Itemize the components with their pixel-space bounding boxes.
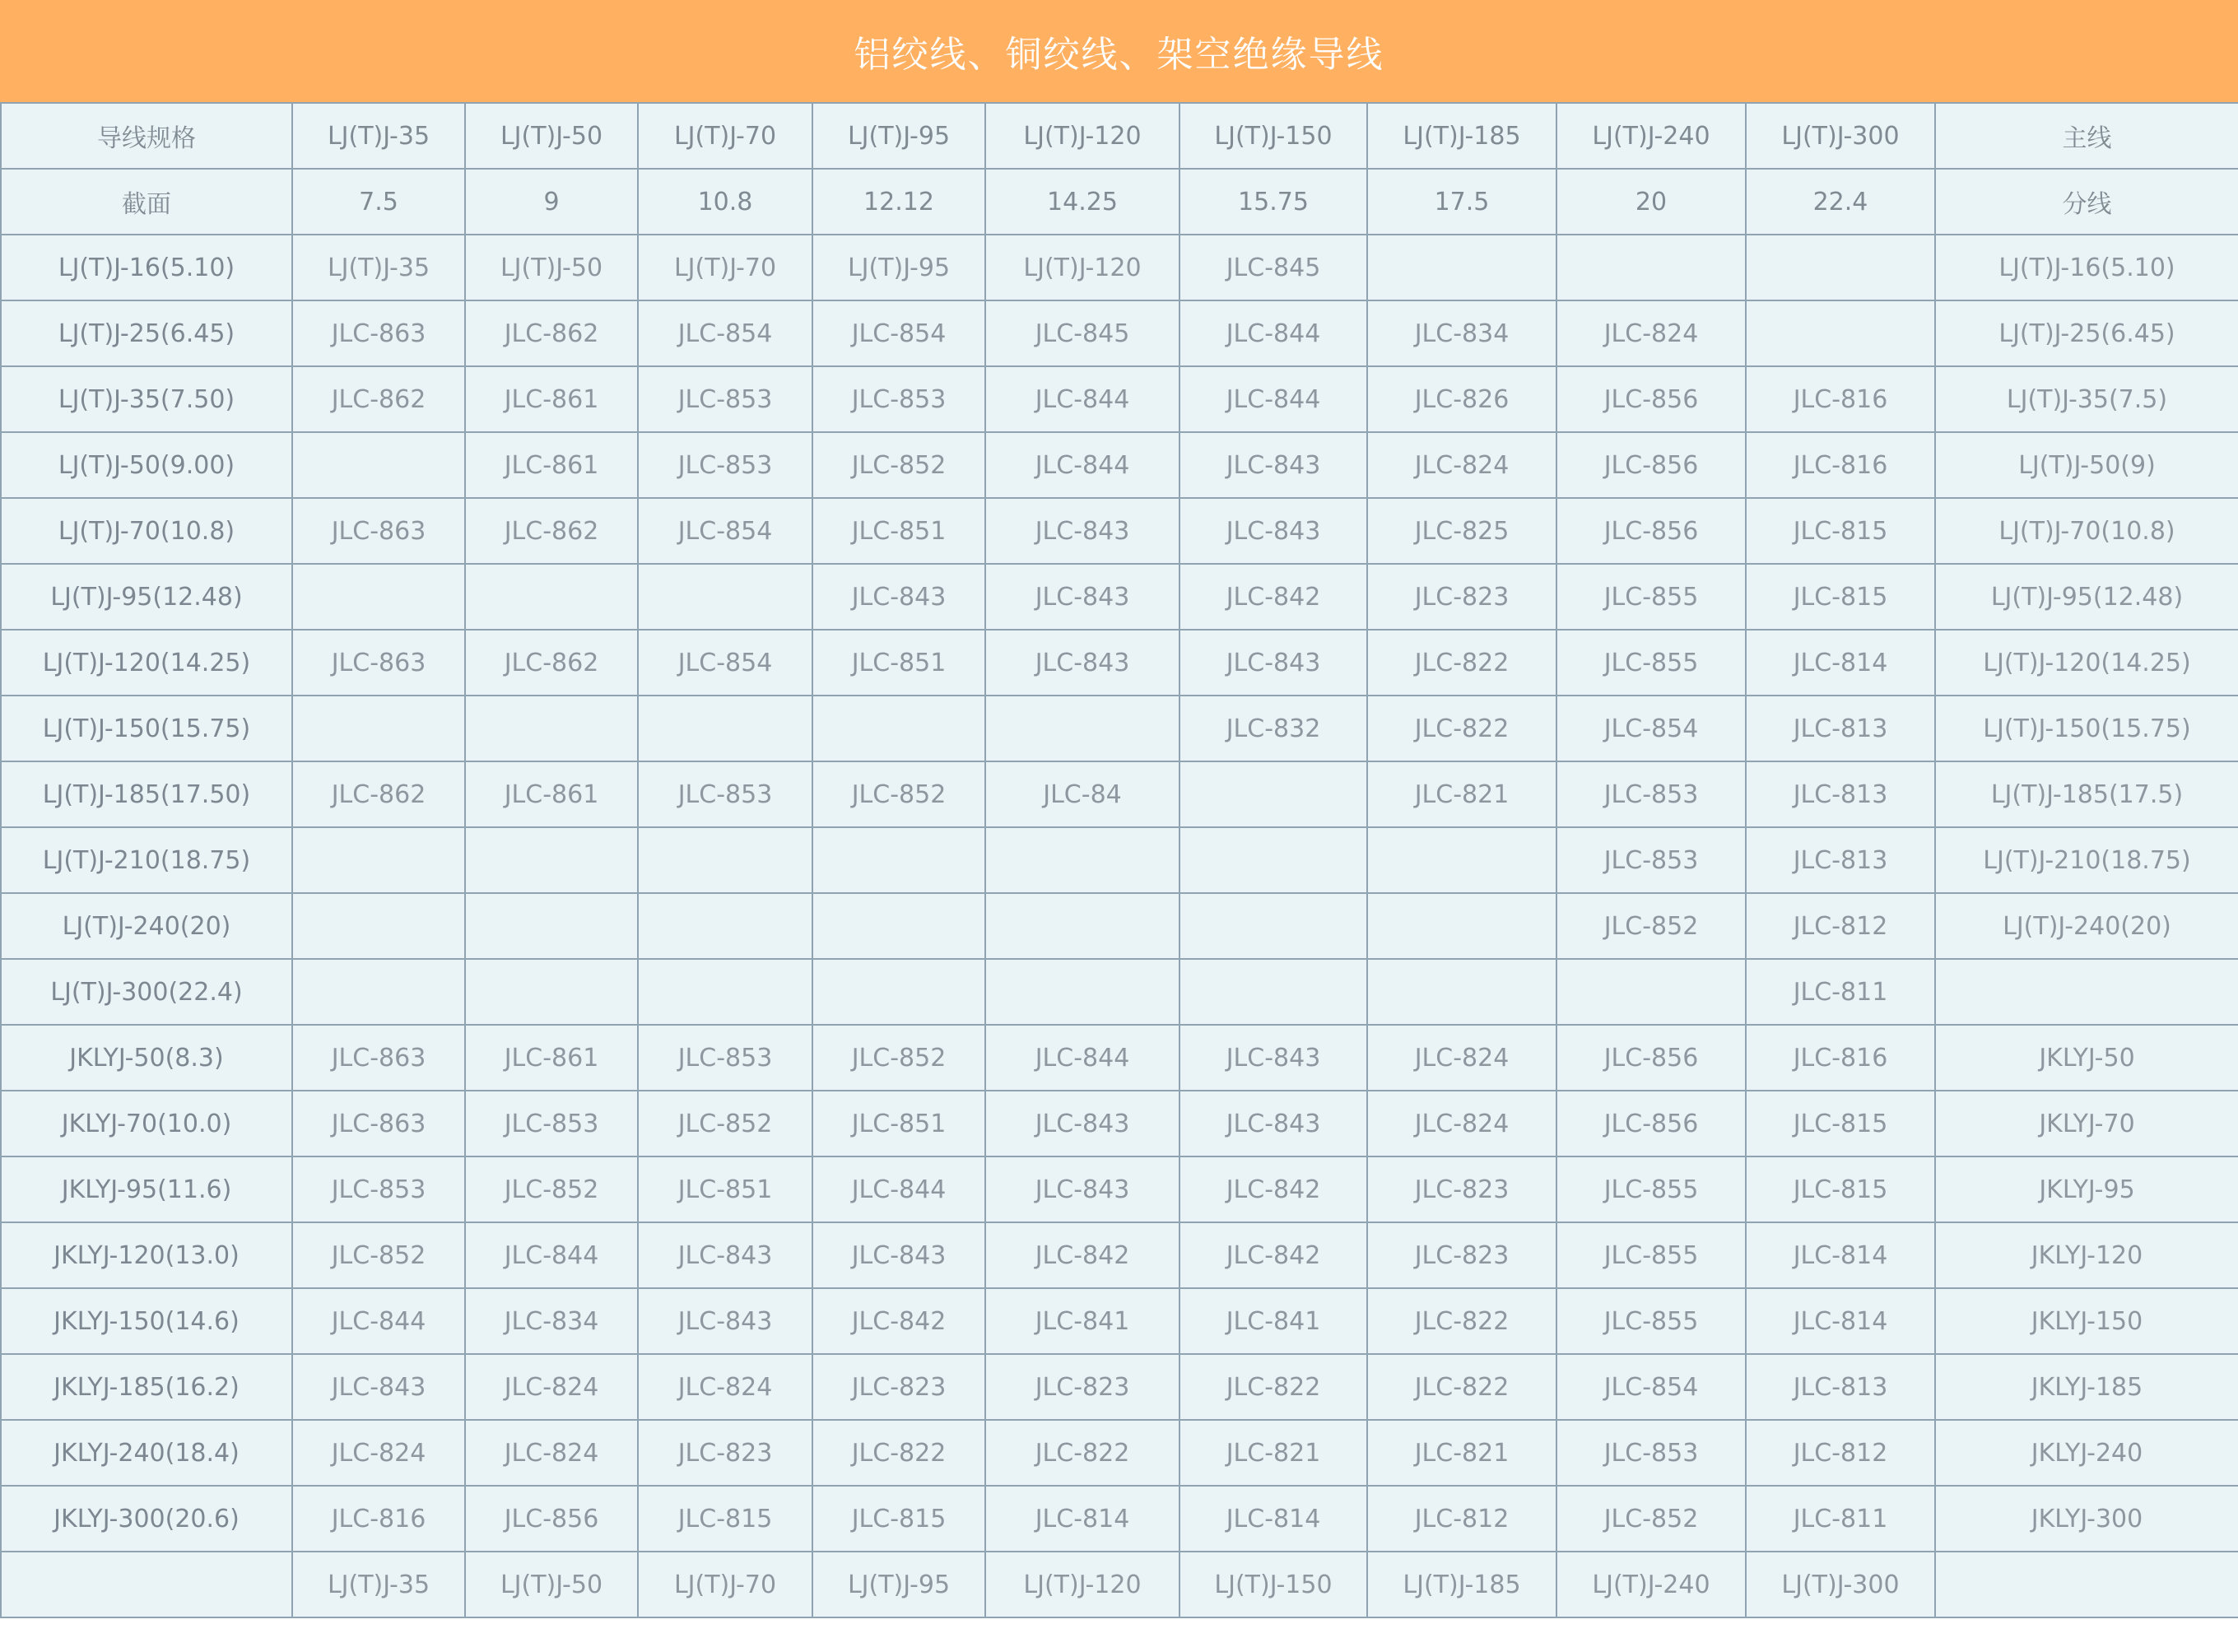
table-cell[interactable] xyxy=(812,959,985,1025)
table-cell[interactable]: JLC-843 xyxy=(985,1156,1179,1222)
table-cell[interactable]: LJ(T)J-150 xyxy=(1179,1552,1367,1617)
table-cell[interactable] xyxy=(985,696,1179,761)
table-cell[interactable]: LJ(T)J-185 xyxy=(1367,1552,1556,1617)
main-wire-cell[interactable]: JKLYJ-120 xyxy=(1935,1222,2238,1288)
table-cell[interactable]: JLC-861 xyxy=(465,761,638,827)
row-header-cell[interactable]: LJ(T)J-50(9.00) xyxy=(1,432,292,498)
table-row xyxy=(1,761,2238,827)
table-cell[interactable] xyxy=(292,696,465,761)
table-cell[interactable]: JLC-843 xyxy=(985,630,1179,696)
table-cell[interactable]: JLC-813 xyxy=(1746,761,1935,827)
table-cell[interactable]: JLC-863 xyxy=(292,630,465,696)
table-cell[interactable] xyxy=(1179,893,1367,959)
table-cell[interactable]: JLC-863 xyxy=(292,300,465,366)
table-cell[interactable]: LJ(T)J-70 xyxy=(638,103,812,169)
table-cell[interactable]: 14.25 xyxy=(985,169,1179,235)
table-cell[interactable]: JLC-854 xyxy=(1556,696,1746,761)
table-cell[interactable]: JLC-861 xyxy=(465,432,638,498)
table-cell[interactable]: JLC-854 xyxy=(638,300,812,366)
table-cell[interactable]: JLC-863 xyxy=(292,498,465,564)
table-row xyxy=(1,827,2238,893)
row-header-cell[interactable]: 导线规格 xyxy=(1,103,292,169)
table-cell[interactable]: LJ(T)J-35 xyxy=(292,103,465,169)
table-cell[interactable]: JLC-852 xyxy=(812,761,985,827)
table-row xyxy=(1,1288,2238,1354)
table-row xyxy=(1,1156,2238,1222)
table-cell[interactable]: JLC-814 xyxy=(1746,1288,1935,1354)
main-wire-cell[interactable]: LJ(T)J-185(17.5) xyxy=(1935,761,2238,827)
row-header-cell[interactable]: LJ(T)J-120(14.25) xyxy=(1,630,292,696)
table-cell[interactable] xyxy=(1367,827,1556,893)
table-cell[interactable]: JLC-856 xyxy=(465,1486,638,1552)
table-cell[interactable]: JLC-841 xyxy=(1179,1288,1367,1354)
table-cell[interactable]: JLC-852 xyxy=(292,1222,465,1288)
table-cell[interactable]: JLC-852 xyxy=(465,1156,638,1222)
table-cell[interactable]: JLC-816 xyxy=(1746,366,1935,432)
table-row xyxy=(1,169,2238,235)
table-cell[interactable] xyxy=(292,959,465,1025)
table-cell[interactable]: JLC-844 xyxy=(985,432,1179,498)
table-cell[interactable] xyxy=(465,696,638,761)
row-header-cell[interactable]: LJ(T)J-16(5.10) xyxy=(1,235,292,300)
table-cell[interactable]: JLC-823 xyxy=(638,1420,812,1486)
table-cell[interactable]: JLC-823 xyxy=(1367,1156,1556,1222)
table-cell[interactable] xyxy=(1556,959,1746,1025)
wire-clamp-table xyxy=(0,102,2238,1618)
main-wire-cell[interactable] xyxy=(1935,959,2238,1025)
table-cell[interactable]: JLC-843 xyxy=(1179,1025,1367,1091)
table-cell[interactable]: JLC-862 xyxy=(465,300,638,366)
table-cell[interactable]: LJ(T)J-50 xyxy=(465,1552,638,1617)
main-wire-cell[interactable]: JKLYJ-150 xyxy=(1935,1288,2238,1354)
table-cell[interactable]: LJ(T)J-120 xyxy=(985,235,1179,300)
main-wire-cell[interactable]: LJ(T)J-120(14.25) xyxy=(1935,630,2238,696)
table-row xyxy=(1,103,2238,169)
table-cell[interactable]: JLC-84 xyxy=(985,761,1179,827)
table-cell[interactable]: JLC-852 xyxy=(638,1091,812,1156)
table-cell[interactable]: JLC-811 xyxy=(1746,1486,1935,1552)
table-cell[interactable]: JLC-863 xyxy=(292,1025,465,1091)
table-row xyxy=(1,300,2238,366)
table-row xyxy=(1,959,2238,1025)
table-cell[interactable]: LJ(T)J-120 xyxy=(985,103,1179,169)
table-cell[interactable]: JLC-852 xyxy=(1556,1486,1746,1552)
table-cell[interactable]: LJ(T)J-50 xyxy=(465,235,638,300)
table-cell[interactable]: JLC-815 xyxy=(1746,564,1935,630)
table-cell[interactable]: JLC-853 xyxy=(1556,761,1746,827)
table-cell[interactable]: JLC-822 xyxy=(1367,1354,1556,1420)
table-cell[interactable]: JLC-842 xyxy=(985,1222,1179,1288)
table-cell[interactable]: JLC-822 xyxy=(1367,630,1556,696)
table-cell[interactable]: JLC-855 xyxy=(1556,1156,1746,1222)
table-cell[interactable] xyxy=(985,893,1179,959)
row-header-cell[interactable]: JKLYJ-300(20.6) xyxy=(1,1486,292,1552)
table-cell[interactable]: LJ(T)J-150 xyxy=(1179,103,1367,169)
main-wire-cell[interactable]: LJ(T)J-70(10.8) xyxy=(1935,498,2238,564)
main-wire-cell[interactable]: LJ(T)J-16(5.10) xyxy=(1935,235,2238,300)
table-cell[interactable]: JLC-815 xyxy=(812,1486,985,1552)
table-cell[interactable]: JLC-851 xyxy=(812,1091,985,1156)
table-cell[interactable]: JLC-856 xyxy=(1556,1025,1746,1091)
table-cell[interactable]: JLC-853 xyxy=(465,1091,638,1156)
table-cell[interactable]: JLC-813 xyxy=(1746,827,1935,893)
table-cell[interactable]: JLC-853 xyxy=(1556,827,1746,893)
table-cell[interactable]: JLC-813 xyxy=(1746,696,1935,761)
table-cell[interactable]: JLC-844 xyxy=(985,1025,1179,1091)
row-header-cell[interactable]: LJ(T)J-25(6.45) xyxy=(1,300,292,366)
table-cell[interactable] xyxy=(638,893,812,959)
table-cell[interactable]: JLC-812 xyxy=(1746,893,1935,959)
table-cell[interactable]: JLC-852 xyxy=(812,1025,985,1091)
table-cell[interactable]: JLC-854 xyxy=(638,630,812,696)
table-cell[interactable]: JLC-824 xyxy=(465,1420,638,1486)
row-header-cell[interactable]: JKLYJ-95(11.6) xyxy=(1,1156,292,1222)
table-row xyxy=(1,1420,2238,1486)
table-row xyxy=(1,1025,2238,1091)
table-cell[interactable]: JLC-844 xyxy=(1179,300,1367,366)
table-cell[interactable]: JLC-853 xyxy=(1556,1420,1746,1486)
table-cell[interactable] xyxy=(292,827,465,893)
table-row xyxy=(1,564,2238,630)
table-cell[interactable]: LJ(T)J-50 xyxy=(465,103,638,169)
main-wire-cell[interactable]: 分线 xyxy=(1935,169,2238,235)
table-cell[interactable]: JLC-852 xyxy=(1556,893,1746,959)
row-header-cell[interactable] xyxy=(1,1552,292,1617)
table-cell[interactable]: JLC-822 xyxy=(1179,1354,1367,1420)
table-cell[interactable] xyxy=(1179,827,1367,893)
row-header-cell[interactable]: 截面 xyxy=(1,169,292,235)
table-cell[interactable]: JLC-843 xyxy=(1179,498,1367,564)
table-cell[interactable]: JLC-821 xyxy=(1179,1420,1367,1486)
table-cell[interactable]: JLC-862 xyxy=(292,366,465,432)
main-wire-cell[interactable]: LJ(T)J-150(15.75) xyxy=(1935,696,2238,761)
table-cell[interactable]: JLC-842 xyxy=(1179,1156,1367,1222)
table-cell[interactable]: LJ(T)J-70 xyxy=(638,1552,812,1617)
table-cell[interactable]: JLC-822 xyxy=(1367,1288,1556,1354)
table-cell[interactable] xyxy=(638,564,812,630)
table-row xyxy=(1,432,2238,498)
table-row xyxy=(1,1354,2238,1420)
row-header-cell[interactable]: JKLYJ-150(14.6) xyxy=(1,1288,292,1354)
main-wire-cell[interactable] xyxy=(1935,1552,2238,1617)
table-cell[interactable] xyxy=(465,827,638,893)
table-cell[interactable] xyxy=(1746,235,1935,300)
table-cell[interactable]: LJ(T)J-95 xyxy=(812,235,985,300)
table-cell[interactable]: JLC-824 xyxy=(1556,300,1746,366)
table-cell[interactable]: JLC-834 xyxy=(465,1288,638,1354)
table-cell[interactable]: 10.8 xyxy=(638,169,812,235)
main-wire-cell[interactable]: LJ(T)J-35(7.5) xyxy=(1935,366,2238,432)
main-wire-cell[interactable]: JKLYJ-185 xyxy=(1935,1354,2238,1420)
table-cell[interactable]: JLC-824 xyxy=(638,1354,812,1420)
table-cell[interactable]: 7.5 xyxy=(292,169,465,235)
table-cell[interactable]: LJ(T)J-35 xyxy=(292,235,465,300)
table-cell[interactable] xyxy=(292,564,465,630)
table-cell[interactable]: JLC-862 xyxy=(465,498,638,564)
table-cell[interactable]: JLC-854 xyxy=(1556,1354,1746,1420)
table-cell[interactable]: JLC-821 xyxy=(1367,1420,1556,1486)
table-cell[interactable]: JLC-843 xyxy=(292,1354,465,1420)
table-row xyxy=(1,1091,2238,1156)
table-row xyxy=(1,1486,2238,1552)
table-cell[interactable]: JLC-824 xyxy=(1367,432,1556,498)
table-cell[interactable]: JLC-814 xyxy=(985,1486,1179,1552)
table-cell[interactable]: JLC-856 xyxy=(1556,1091,1746,1156)
table-cell[interactable]: JLC-814 xyxy=(1746,630,1935,696)
table-cell[interactable]: JLC-843 xyxy=(1179,1091,1367,1156)
table-cell[interactable]: JLC-822 xyxy=(985,1420,1179,1486)
table-cell[interactable]: JLC-855 xyxy=(1556,1288,1746,1354)
main-wire-cell[interactable]: JKLYJ-50 xyxy=(1935,1025,2238,1091)
table-cell[interactable]: 12.12 xyxy=(812,169,985,235)
table-cell[interactable]: JLC-855 xyxy=(1556,1222,1746,1288)
table-cell[interactable]: LJ(T)J-120 xyxy=(985,1552,1179,1617)
table-cell[interactable]: JLC-851 xyxy=(812,498,985,564)
table-cell[interactable] xyxy=(812,696,985,761)
table-cell[interactable]: JLC-862 xyxy=(465,630,638,696)
table-row xyxy=(1,893,2238,959)
table-cell[interactable]: JLC-814 xyxy=(1746,1222,1935,1288)
table-cell[interactable]: JLC-843 xyxy=(638,1222,812,1288)
table-cell[interactable]: JLC-843 xyxy=(1179,432,1367,498)
table-cell[interactable]: 20 xyxy=(1556,169,1746,235)
table-row xyxy=(1,235,2238,300)
table-cell[interactable]: JLC-853 xyxy=(638,761,812,827)
table-cell[interactable]: JLC-843 xyxy=(1179,630,1367,696)
table-cell[interactable]: JLC-843 xyxy=(985,564,1179,630)
table-row xyxy=(1,366,2238,432)
table-cell[interactable] xyxy=(292,893,465,959)
table-cell[interactable]: JLC-815 xyxy=(1746,498,1935,564)
table-cell[interactable] xyxy=(465,893,638,959)
row-header-cell[interactable]: LJ(T)J-300(22.4) xyxy=(1,959,292,1025)
table-cell[interactable] xyxy=(638,696,812,761)
table-cell[interactable]: 9 xyxy=(465,169,638,235)
table-cell[interactable] xyxy=(985,959,1179,1025)
table-cell[interactable]: JLC-856 xyxy=(1556,498,1746,564)
table-cell[interactable]: JLC-821 xyxy=(1367,761,1556,827)
row-header-cell[interactable]: LJ(T)J-210(18.75) xyxy=(1,827,292,893)
table-cell[interactable]: JLC-853 xyxy=(638,432,812,498)
table-cell[interactable] xyxy=(1367,893,1556,959)
table-cell[interactable]: JLC-816 xyxy=(1746,1025,1935,1091)
table-cell[interactable]: JLC-815 xyxy=(1746,1091,1935,1156)
table-row xyxy=(1,696,2238,761)
table-cell[interactable]: 15.75 xyxy=(1179,169,1367,235)
table-cell[interactable]: JLC-834 xyxy=(1367,300,1556,366)
table-cell[interactable]: JLC-851 xyxy=(812,630,985,696)
main-wire-cell[interactable]: JKLYJ-300 xyxy=(1935,1486,2238,1552)
table-title: 铝绞线、铜绞线、架空绝缘导线 xyxy=(0,0,2238,105)
table-cell[interactable]: JLC-824 xyxy=(1367,1091,1556,1156)
table-cell[interactable] xyxy=(465,959,638,1025)
table-cell[interactable]: JLC-841 xyxy=(985,1288,1179,1354)
table-cell[interactable]: JLC-854 xyxy=(638,498,812,564)
table-cell[interactable]: LJ(T)J-240 xyxy=(1556,1552,1746,1617)
table-cell[interactable]: JLC-851 xyxy=(638,1156,812,1222)
table-cell[interactable]: JLC-815 xyxy=(1746,1156,1935,1222)
table-cell[interactable]: JLC-843 xyxy=(985,1091,1179,1156)
table-cell[interactable]: JLC-845 xyxy=(1179,235,1367,300)
table-cell[interactable] xyxy=(1179,761,1367,827)
table-cell[interactable]: JLC-843 xyxy=(812,1222,985,1288)
row-header-cell[interactable]: JKLYJ-185(16.2) xyxy=(1,1354,292,1420)
table-row xyxy=(1,630,2238,696)
table-cell[interactable]: JLC-855 xyxy=(1556,564,1746,630)
table-cell[interactable]: JLC-822 xyxy=(812,1420,985,1486)
table-row xyxy=(1,498,2238,564)
table-cell[interactable]: JLC-843 xyxy=(638,1288,812,1354)
table-cell[interactable]: JLC-863 xyxy=(292,1091,465,1156)
table-cell[interactable]: JLC-825 xyxy=(1367,498,1556,564)
row-header-cell[interactable]: JKLYJ-50(8.3) xyxy=(1,1025,292,1091)
row-header-cell[interactable]: LJ(T)J-70(10.8) xyxy=(1,498,292,564)
row-header-cell[interactable]: LJ(T)J-35(7.50) xyxy=(1,366,292,432)
table-cell[interactable]: JLC-822 xyxy=(1367,696,1556,761)
table-cell[interactable]: LJ(T)J-240 xyxy=(1556,103,1746,169)
table-cell[interactable]: JLC-856 xyxy=(1556,432,1746,498)
table-cell[interactable]: JLC-861 xyxy=(465,1025,638,1091)
table-cell[interactable]: LJ(T)J-95 xyxy=(812,103,985,169)
row-header-cell[interactable]: LJ(T)J-95(12.48) xyxy=(1,564,292,630)
table-cell[interactable]: JLC-844 xyxy=(465,1222,638,1288)
table-cell[interactable] xyxy=(638,959,812,1025)
table-cell[interactable]: LJ(T)J-70 xyxy=(638,235,812,300)
table-cell[interactable]: JLC-823 xyxy=(812,1354,985,1420)
table-cell[interactable]: JLC-853 xyxy=(638,366,812,432)
table-cell[interactable] xyxy=(985,827,1179,893)
table-cell[interactable] xyxy=(1556,235,1746,300)
main-wire-cell[interactable]: 主线 xyxy=(1935,103,2238,169)
row-header-cell[interactable]: LJ(T)J-185(17.50) xyxy=(1,761,292,827)
row-header-cell[interactable]: JKLYJ-240(18.4) xyxy=(1,1420,292,1486)
table-cell[interactable]: JLC-842 xyxy=(1179,1222,1367,1288)
row-header-cell[interactable]: JKLYJ-120(13.0) xyxy=(1,1222,292,1288)
table-cell[interactable] xyxy=(812,827,985,893)
main-wire-cell[interactable]: JKLYJ-240 xyxy=(1935,1420,2238,1486)
table-cell[interactable] xyxy=(1746,300,1935,366)
table-cell[interactable]: JLC-844 xyxy=(985,366,1179,432)
table-cell[interactable]: JLC-843 xyxy=(812,564,985,630)
table-cell[interactable]: JLC-814 xyxy=(1179,1486,1367,1552)
table-cell[interactable]: JLC-844 xyxy=(1179,366,1367,432)
table-cell[interactable] xyxy=(1367,959,1556,1025)
table-cell[interactable]: JLC-842 xyxy=(1179,564,1367,630)
table-cell[interactable]: JLC-824 xyxy=(292,1420,465,1486)
table-cell[interactable]: JLC-856 xyxy=(1556,366,1746,432)
table-cell[interactable] xyxy=(292,432,465,498)
table-cell[interactable]: JLC-853 xyxy=(812,366,985,432)
main-wire-cell[interactable]: LJ(T)J-240(20) xyxy=(1935,893,2238,959)
table-cell[interactable] xyxy=(638,827,812,893)
table-cell[interactable]: JLC-832 xyxy=(1179,696,1367,761)
table-cell[interactable]: 22.4 xyxy=(1746,169,1935,235)
row-header-cell[interactable]: JKLYJ-70(10.0) xyxy=(1,1091,292,1156)
table-cell[interactable]: JLC-844 xyxy=(292,1288,465,1354)
table-cell[interactable] xyxy=(465,564,638,630)
table-cell[interactable]: JLC-844 xyxy=(812,1156,985,1222)
table-cell[interactable] xyxy=(812,893,985,959)
table-cell[interactable]: JLC-855 xyxy=(1556,630,1746,696)
main-wire-cell[interactable]: LJ(T)J-50(9) xyxy=(1935,432,2238,498)
row-header-cell[interactable]: LJ(T)J-150(15.75) xyxy=(1,696,292,761)
row-header-cell[interactable]: LJ(T)J-240(20) xyxy=(1,893,292,959)
table-cell[interactable]: JLC-823 xyxy=(1367,1222,1556,1288)
table-cell[interactable]: JLC-854 xyxy=(812,300,985,366)
table-cell[interactable]: JLC-853 xyxy=(638,1025,812,1091)
main-wire-cell[interactable]: LJ(T)J-25(6.45) xyxy=(1935,300,2238,366)
table-cell[interactable]: JLC-826 xyxy=(1367,366,1556,432)
table-cell[interactable]: 17.5 xyxy=(1367,169,1556,235)
table-cell[interactable]: JLC-816 xyxy=(292,1486,465,1552)
table-cell[interactable]: JLC-861 xyxy=(465,366,638,432)
main-wire-cell[interactable]: LJ(T)J-95(12.48) xyxy=(1935,564,2238,630)
table-cell[interactable]: JLC-842 xyxy=(812,1288,985,1354)
main-wire-cell[interactable]: JKLYJ-70 xyxy=(1935,1091,2238,1156)
table-cell[interactable] xyxy=(1367,235,1556,300)
table-cell[interactable]: LJ(T)J-300 xyxy=(1746,1552,1935,1617)
table-cell[interactable]: JLC-811 xyxy=(1746,959,1935,1025)
table-cell[interactable]: JLC-824 xyxy=(465,1354,638,1420)
table-cell[interactable]: JLC-862 xyxy=(292,761,465,827)
table-cell[interactable]: JLC-816 xyxy=(1746,432,1935,498)
table-row xyxy=(1,1222,2238,1288)
table-cell[interactable]: JLC-845 xyxy=(985,300,1179,366)
table-cell[interactable]: LJ(T)J-95 xyxy=(812,1552,985,1617)
table-cell[interactable]: JLC-852 xyxy=(812,432,985,498)
table-cell[interactable]: JLC-815 xyxy=(638,1486,812,1552)
table-cell[interactable]: JLC-853 xyxy=(292,1156,465,1222)
table-cell[interactable]: LJ(T)J-185 xyxy=(1367,103,1556,169)
table-row xyxy=(1,1552,2238,1617)
main-wire-cell[interactable]: LJ(T)J-210(18.75) xyxy=(1935,827,2238,893)
table-cell[interactable]: JLC-824 xyxy=(1367,1025,1556,1091)
table-cell[interactable]: JLC-812 xyxy=(1367,1486,1556,1552)
table-cell[interactable]: JLC-823 xyxy=(1367,564,1556,630)
table-cell[interactable]: JLC-813 xyxy=(1746,1354,1935,1420)
main-wire-cell[interactable]: JKLYJ-95 xyxy=(1935,1156,2238,1222)
table-cell[interactable]: JLC-823 xyxy=(985,1354,1179,1420)
table-cell[interactable] xyxy=(1179,959,1367,1025)
table-cell[interactable]: JLC-812 xyxy=(1746,1420,1935,1486)
table-cell[interactable]: JLC-843 xyxy=(985,498,1179,564)
table-cell[interactable]: LJ(T)J-300 xyxy=(1746,103,1935,169)
table-cell[interactable]: LJ(T)J-35 xyxy=(292,1552,465,1617)
